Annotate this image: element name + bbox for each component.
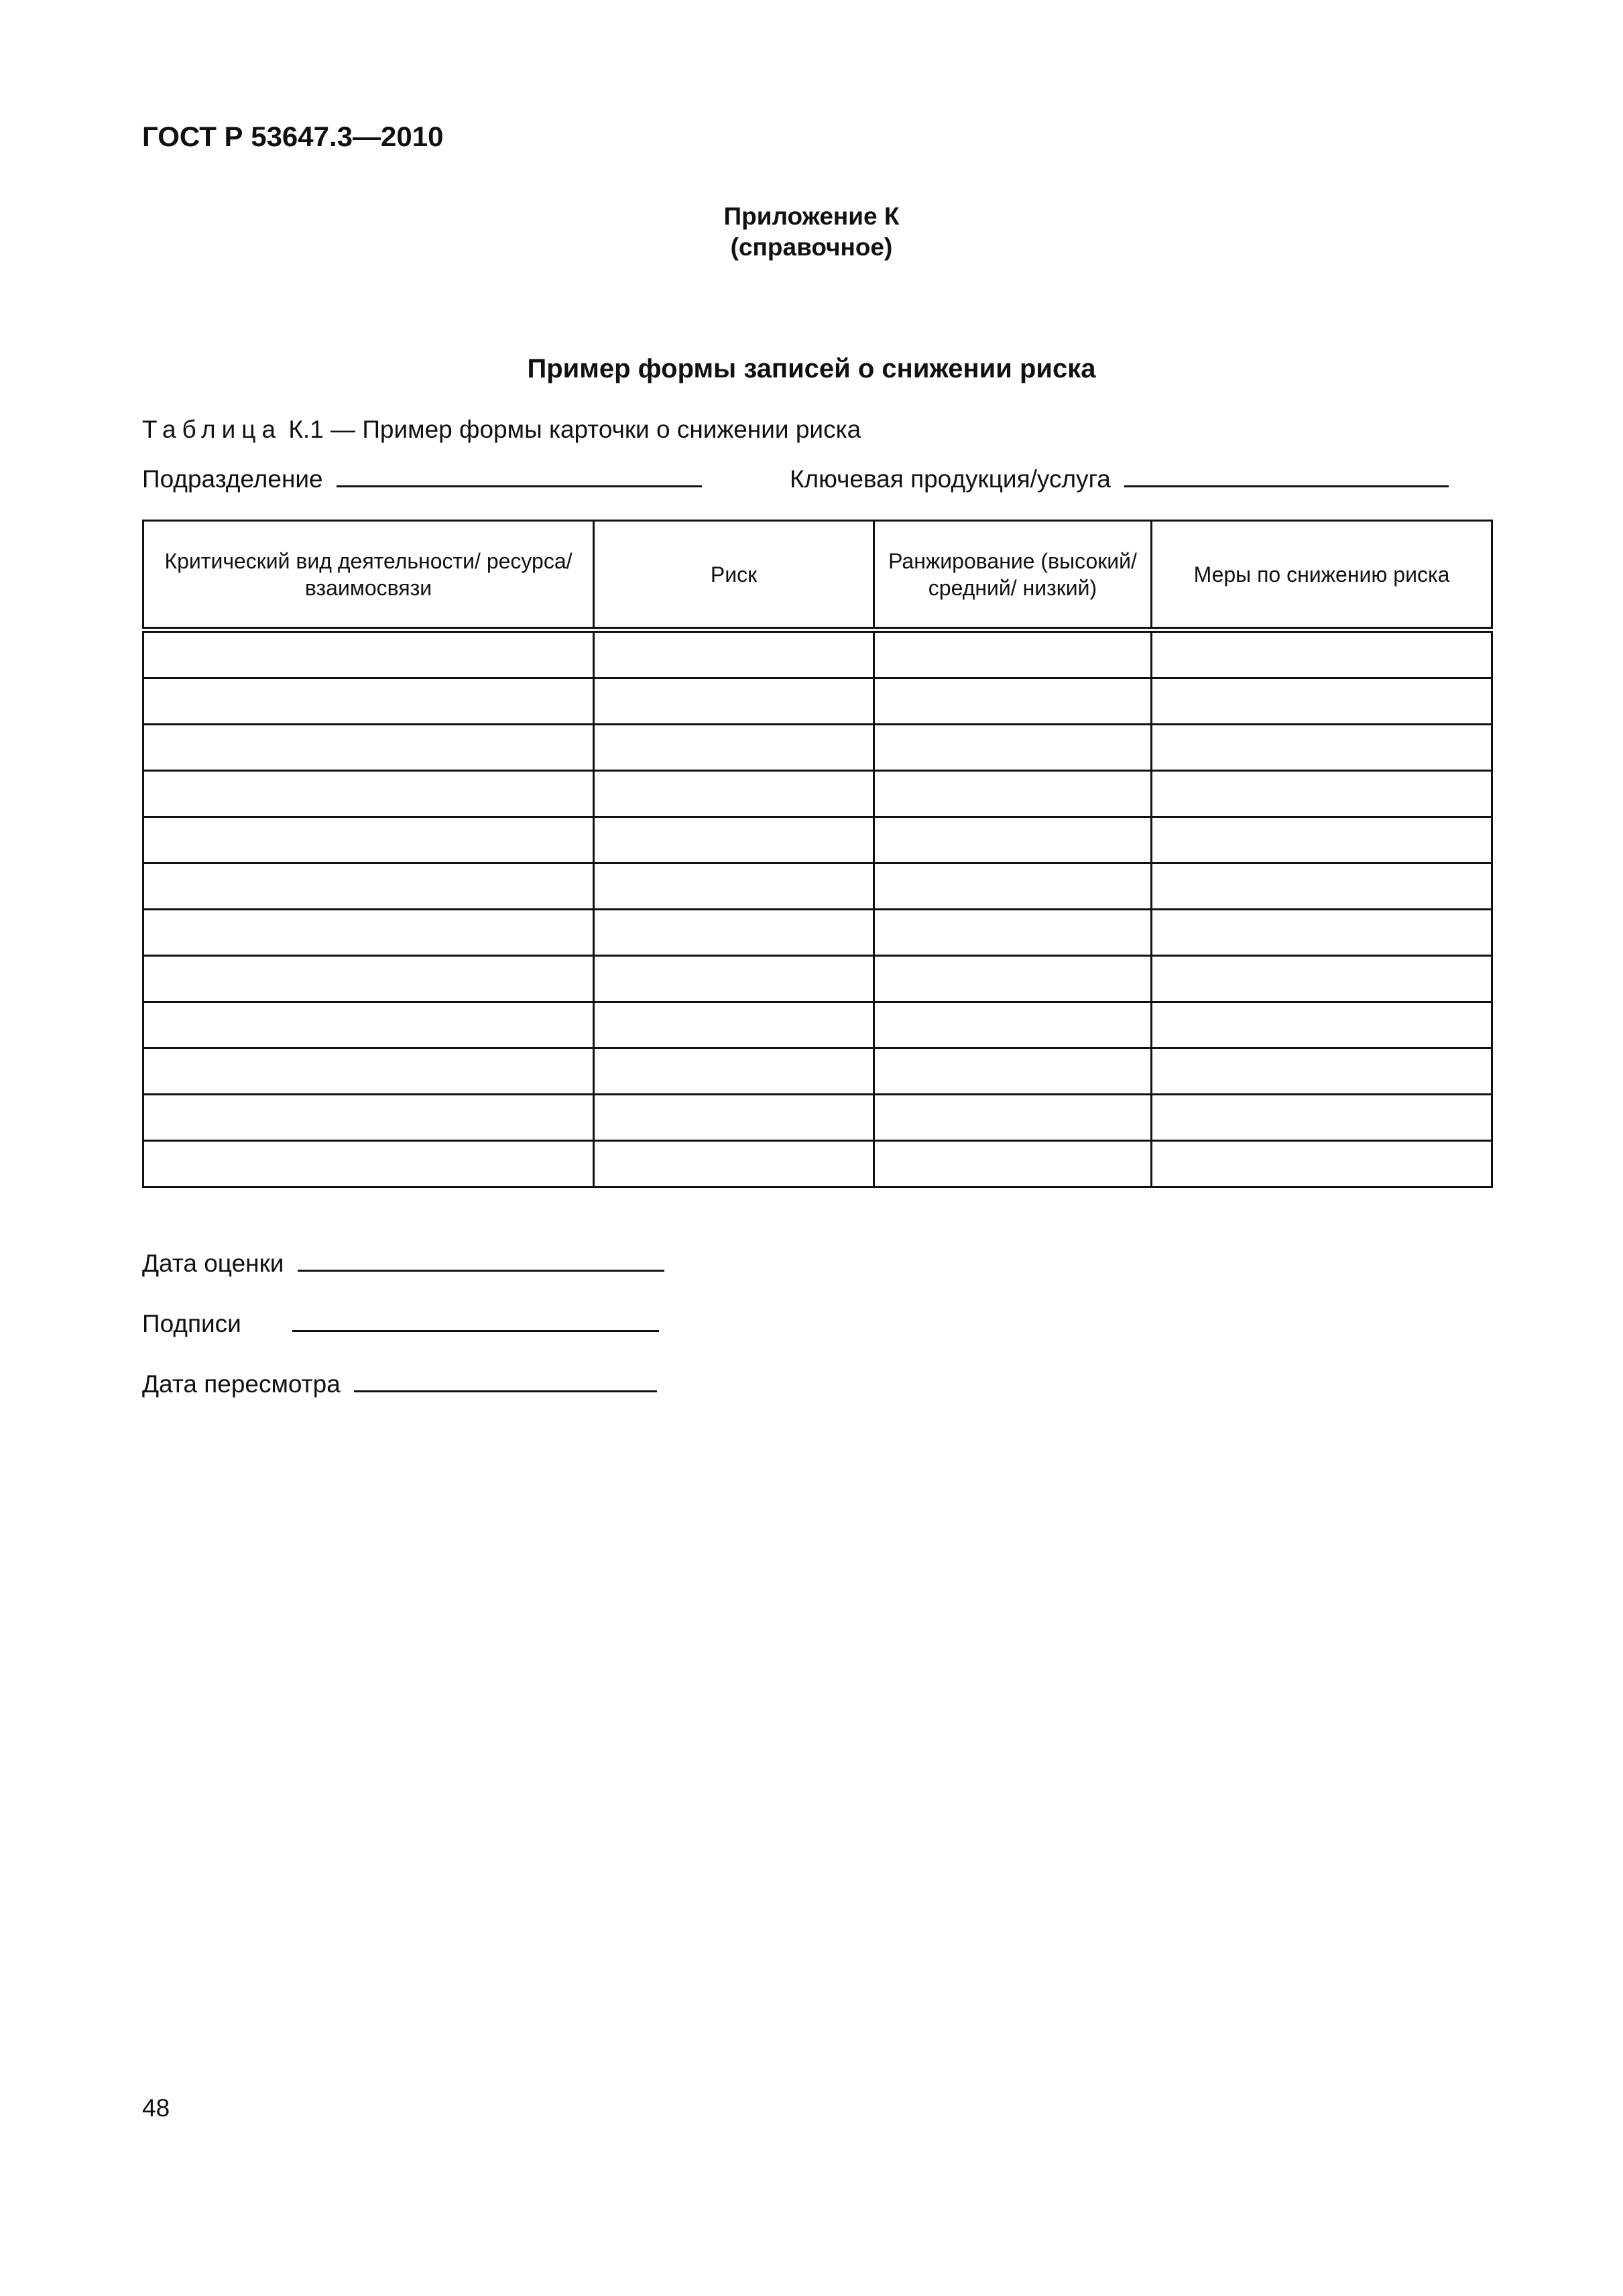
subdivision-label: Подразделение [142, 465, 323, 493]
table-cell[interactable] [1152, 678, 1492, 725]
subdivision-field [142, 461, 702, 493]
table-row [143, 1048, 1492, 1095]
table-cell[interactable] [1152, 1048, 1492, 1095]
table-cell[interactable] [874, 817, 1152, 863]
table-header-row [143, 521, 1492, 630]
table-cell[interactable] [874, 1095, 1152, 1141]
table-cell[interactable] [143, 678, 594, 725]
table-cell[interactable] [594, 910, 874, 956]
table-cell[interactable] [143, 910, 594, 956]
table-cell[interactable] [874, 678, 1152, 725]
table-cell[interactable] [594, 678, 874, 725]
table-row [143, 956, 1492, 1002]
table-cell[interactable] [874, 956, 1152, 1002]
table-row [143, 863, 1492, 910]
table-cell[interactable] [594, 1002, 874, 1048]
assessment-date-label: Дата оценки [142, 1250, 284, 1277]
table-row [143, 630, 1492, 678]
table-cell[interactable] [1152, 910, 1492, 956]
key-product-input-line[interactable] [1124, 461, 1449, 487]
table-row [143, 1141, 1492, 1187]
signatures-input-line[interactable] [292, 1306, 659, 1332]
column-header-risk: Риск [594, 521, 874, 630]
appendix-title: Приложение К [723, 202, 900, 230]
column-header-ranking: Ранжирование (высокий/ средний/ низкий) [874, 521, 1152, 630]
table-cell[interactable] [143, 863, 594, 910]
table-caption-text: К.1 — Пример формы карточки о снижении риска [288, 416, 861, 443]
table-cell[interactable] [874, 771, 1152, 817]
table-cell[interactable] [143, 1002, 594, 1048]
table-cell[interactable] [1152, 956, 1492, 1002]
subdivision-input-line[interactable] [337, 461, 702, 487]
table-row [143, 1095, 1492, 1141]
table-cell[interactable] [594, 1095, 874, 1141]
table-cell[interactable] [143, 725, 594, 771]
table-cell[interactable] [874, 725, 1152, 771]
table-cell[interactable] [874, 863, 1152, 910]
risk-reduction-table [142, 520, 1493, 1188]
table-cell[interactable] [594, 817, 874, 863]
table-cell[interactable] [1152, 817, 1492, 863]
page-number: 48 [142, 2094, 170, 2122]
review-date-field [142, 1366, 657, 1398]
table-cell[interactable] [143, 1141, 594, 1187]
review-date-label: Дата пересмотра [142, 1370, 341, 1398]
signatures-label: Подписи [142, 1310, 241, 1337]
table-row [143, 910, 1492, 956]
table-cell[interactable] [143, 956, 594, 1002]
assessment-date-input-line[interactable] [298, 1246, 664, 1272]
table-cell[interactable] [874, 910, 1152, 956]
table-cell[interactable] [594, 1141, 874, 1187]
table-cell[interactable] [874, 1002, 1152, 1048]
table-cell[interactable] [1152, 725, 1492, 771]
review-date-input-line[interactable] [354, 1366, 657, 1392]
table-cell[interactable] [874, 1048, 1152, 1095]
assessment-date-field [142, 1246, 664, 1278]
column-header-activity: Критический вид деятельности/ ресурса/ взаимосвязи [143, 521, 594, 630]
table-body [143, 630, 1492, 1187]
table-caption-word: Таблица [142, 416, 282, 443]
table-cell[interactable] [1152, 863, 1492, 910]
table-cell[interactable] [874, 630, 1152, 678]
table-cell[interactable] [594, 771, 874, 817]
table-caption [142, 416, 861, 444]
table-cell[interactable] [594, 863, 874, 910]
appendix-subtitle: (справочное) [730, 233, 893, 261]
table-cell[interactable] [1152, 771, 1492, 817]
table-cell[interactable] [143, 1048, 594, 1095]
table-cell[interactable] [1152, 1141, 1492, 1187]
table-cell[interactable] [143, 1095, 594, 1141]
column-header-measures: Меры по снижению риска [1152, 521, 1492, 630]
table-cell[interactable] [594, 956, 874, 1002]
key-product-field [790, 461, 1449, 493]
table-cell[interactable] [1152, 630, 1492, 678]
table-cell[interactable] [594, 630, 874, 678]
table-row [143, 678, 1492, 725]
table-row [143, 725, 1492, 771]
table-cell[interactable] [143, 630, 594, 678]
table-cell[interactable] [1152, 1002, 1492, 1048]
key-product-label: Ключевая продукция/услуга [790, 465, 1111, 493]
table-row [143, 817, 1492, 863]
table-cell[interactable] [594, 1048, 874, 1095]
table-cell[interactable] [594, 725, 874, 771]
table-row [143, 771, 1492, 817]
table-cell[interactable] [1152, 1095, 1492, 1141]
section-title: Пример формы записей о снижении риска [527, 354, 1096, 383]
document-code: ГОСТ Р 53647.3—2010 [142, 121, 444, 152]
signatures-field [142, 1306, 659, 1338]
table-row [143, 1002, 1492, 1048]
table-cell[interactable] [874, 1141, 1152, 1187]
table-cell[interactable] [143, 771, 594, 817]
table-cell[interactable] [143, 817, 594, 863]
